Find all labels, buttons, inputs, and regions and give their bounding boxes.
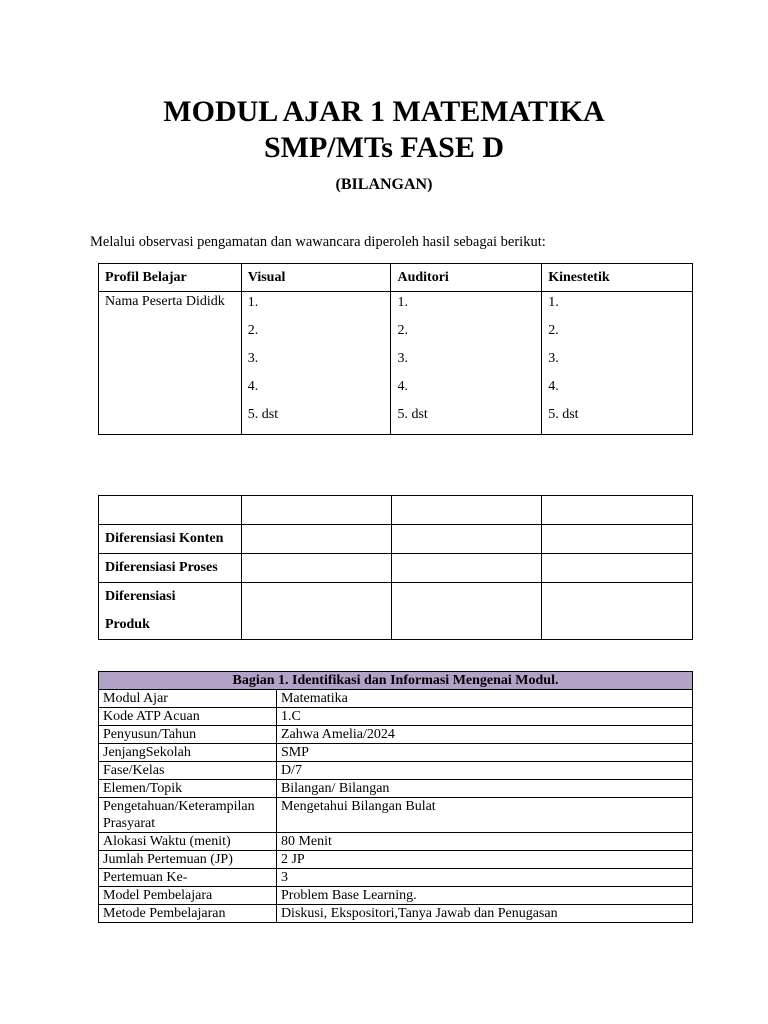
list-item: 1.	[247, 295, 259, 310]
row-value: Bilangan/ Bilangan	[276, 780, 692, 798]
module-table-heading: Bagian 1. Identifikasi dan Informasi Mengenai Modul.	[99, 672, 693, 690]
list-item: 2.	[548, 323, 559, 338]
table-row	[99, 525, 693, 554]
list-item: 4.	[397, 379, 408, 394]
row-value: 3	[276, 869, 692, 887]
row-label: Elemen/Topik	[99, 780, 277, 798]
visual-list	[241, 292, 391, 435]
diff-produk-line1: Diferensiasi	[105, 589, 176, 604]
learning-profile-table	[98, 263, 693, 435]
row-label: Model Pembelajara	[99, 887, 277, 905]
auditori-list	[391, 292, 542, 435]
row-label: Fase/Kelas	[99, 762, 277, 780]
table-row	[99, 851, 693, 869]
table-row	[99, 798, 693, 833]
table-row	[99, 833, 693, 851]
document-title-line1: MODUL AJAR 1 MATEMATIKA	[163, 95, 605, 128]
row-label: Pertemuan Ke-	[99, 869, 277, 887]
row-value: 1.C	[276, 708, 692, 726]
list-item: 4.	[548, 379, 559, 394]
table-row	[99, 583, 693, 640]
row-value: Matematika	[276, 690, 692, 708]
row-value: Problem Base Learning.	[276, 887, 692, 905]
list-item: 2.	[397, 323, 408, 338]
table-row	[99, 726, 693, 744]
table-row	[99, 554, 693, 583]
list-item: 5. dst	[397, 407, 428, 422]
table-row	[99, 690, 693, 708]
list-item: 3.	[247, 351, 259, 366]
row-value: Mengetahui Bilangan Bulat	[276, 798, 692, 833]
list-item: 5. dst	[247, 407, 279, 422]
row-label: Pengetahuan/Keterampilan Prasyarat	[99, 798, 277, 833]
list-item: 1.	[548, 295, 559, 310]
header-kinestetik: Kinestetik	[542, 264, 693, 292]
row-value: 80 Menit	[276, 833, 692, 851]
row-label: Modul Ajar	[99, 690, 277, 708]
row-label: Alokasi Waktu (menit)	[99, 833, 277, 851]
document-title-line2: SMP/MTs FASE D	[263, 131, 505, 164]
list-item: 5. dst	[548, 407, 579, 422]
list-item: 1.	[397, 295, 408, 310]
table-row	[99, 905, 693, 923]
document-subtitle: (BILANGAN)	[335, 176, 433, 193]
differentiation-table	[98, 495, 693, 640]
row-label: Penyusun/Tahun	[99, 726, 277, 744]
table-row	[99, 780, 693, 798]
table-row	[99, 744, 693, 762]
row-value: Diskusi, Ekspositori,Tanya Jawab dan Penugasan	[276, 905, 692, 923]
row-label: Kode ATP Acuan	[99, 708, 277, 726]
table-row	[99, 292, 693, 435]
header-visual: Visual	[241, 264, 391, 292]
intro-text: Melalui observasi pengamatan dan wawancara diperoleh hasil sebagai berikut:	[90, 234, 546, 250]
header-auditori: Auditori	[391, 264, 542, 292]
row-label: Jumlah Pertemuan (JP)	[99, 851, 277, 869]
diff-proses-label: Diferensiasi Proses	[99, 554, 242, 583]
diff-produk-line2: Produk	[105, 617, 150, 632]
row-value: Zahwa Amelia/2024	[276, 726, 692, 744]
row-label: Nama Peserta Dididk	[99, 292, 242, 435]
row-value: 2 JP	[276, 851, 692, 869]
row-value: D/7	[276, 762, 692, 780]
diff-produk-label	[99, 583, 242, 640]
table-row	[99, 708, 693, 726]
table-header-row	[99, 264, 693, 292]
list-item: 3.	[548, 351, 559, 366]
header-profil: Profil Belajar	[99, 264, 242, 292]
row-value: SMP	[276, 744, 692, 762]
table-row	[99, 869, 693, 887]
module-table-heading-row	[99, 672, 693, 690]
list-item: 2.	[247, 323, 259, 338]
table-row	[99, 762, 693, 780]
list-item: 3.	[397, 351, 408, 366]
row-label: Metode Pembelajaran	[99, 905, 277, 923]
row-label: JenjangSekolah	[99, 744, 277, 762]
table-row	[99, 887, 693, 905]
kinestetik-list	[542, 292, 693, 435]
table-row	[99, 496, 693, 525]
list-item: 4.	[247, 379, 259, 394]
module-info-table	[98, 671, 693, 923]
diff-konten-label: Diferensiasi Konten	[99, 525, 242, 554]
